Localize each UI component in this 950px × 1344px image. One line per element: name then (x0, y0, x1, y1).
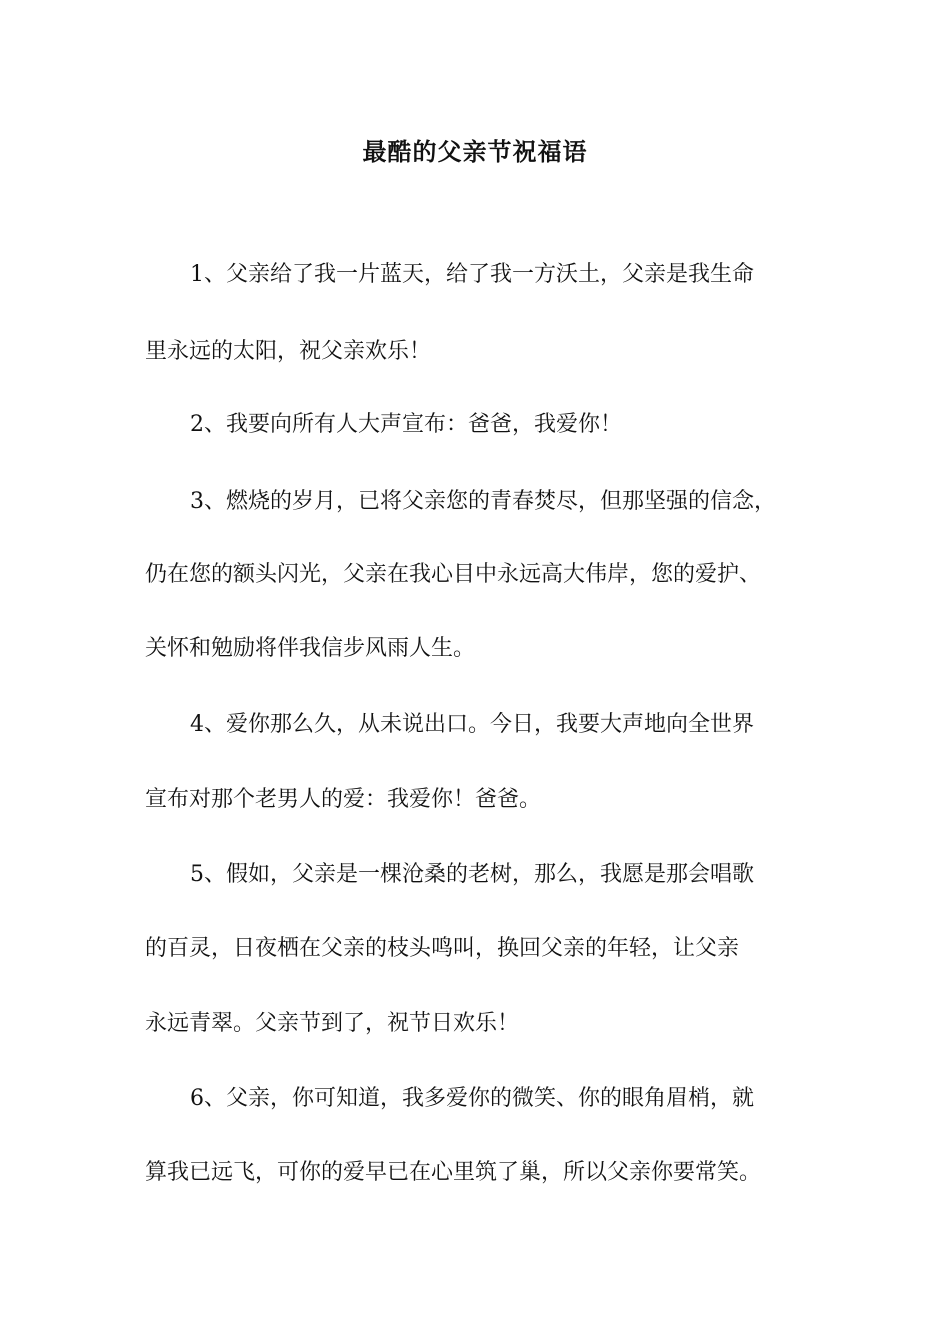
paragraph-3-line-2: 仍在您的额头闪光，父亲在我心目中永远高大伟岸，您的爱护、 (145, 562, 762, 587)
paragraph-5-line-1: 5、假如，父亲是一棵沧桑的老树，那么，我愿是那会唱歌 (190, 862, 754, 887)
document-title: 最酷的父亲节祝福语 (362, 137, 588, 166)
paragraph-6-line-1: 6、父亲，你可知道，我多爱你的微笑、你的眼角眉梢，就 (190, 1086, 754, 1111)
paragraph-1-line-2: 里永远的太阳，祝父亲欢乐！ (145, 339, 432, 364)
paragraph-5-line-2: 的百灵，日夜栖在父亲的枝头鸣叫，换回父亲的年轻，让父亲 (145, 936, 740, 961)
paragraph-4-line-2: 宣布对那个老男人的爱：我爱你！爸爸。 (145, 787, 542, 812)
paragraph-3-line-1: 3、燃烧的岁月，已将父亲您的青春焚尽，但那坚强的信念， (190, 489, 776, 514)
paragraph-2-line-1: 2、我要向所有人大声宣布：爸爸，我爱你！ (190, 412, 622, 437)
paragraph-3-line-3: 关怀和勉励将伴我信步风雨人生。 (145, 636, 476, 661)
paragraph-1-line-1: 1、父亲给了我一片蓝天，给了我一方沃土，父亲是我生命 (190, 262, 754, 287)
paragraph-4-line-1: 4、爱你那么久，从未说出口。今日，我要大声地向全世界 (190, 712, 754, 737)
paragraph-6-line-2: 算我已远飞，可你的爱早已在心里筑了巢，所以父亲你要常笑。 (145, 1160, 762, 1185)
paragraph-5-line-3: 永远青翠。父亲节到了，祝节日欢乐！ (145, 1011, 520, 1036)
